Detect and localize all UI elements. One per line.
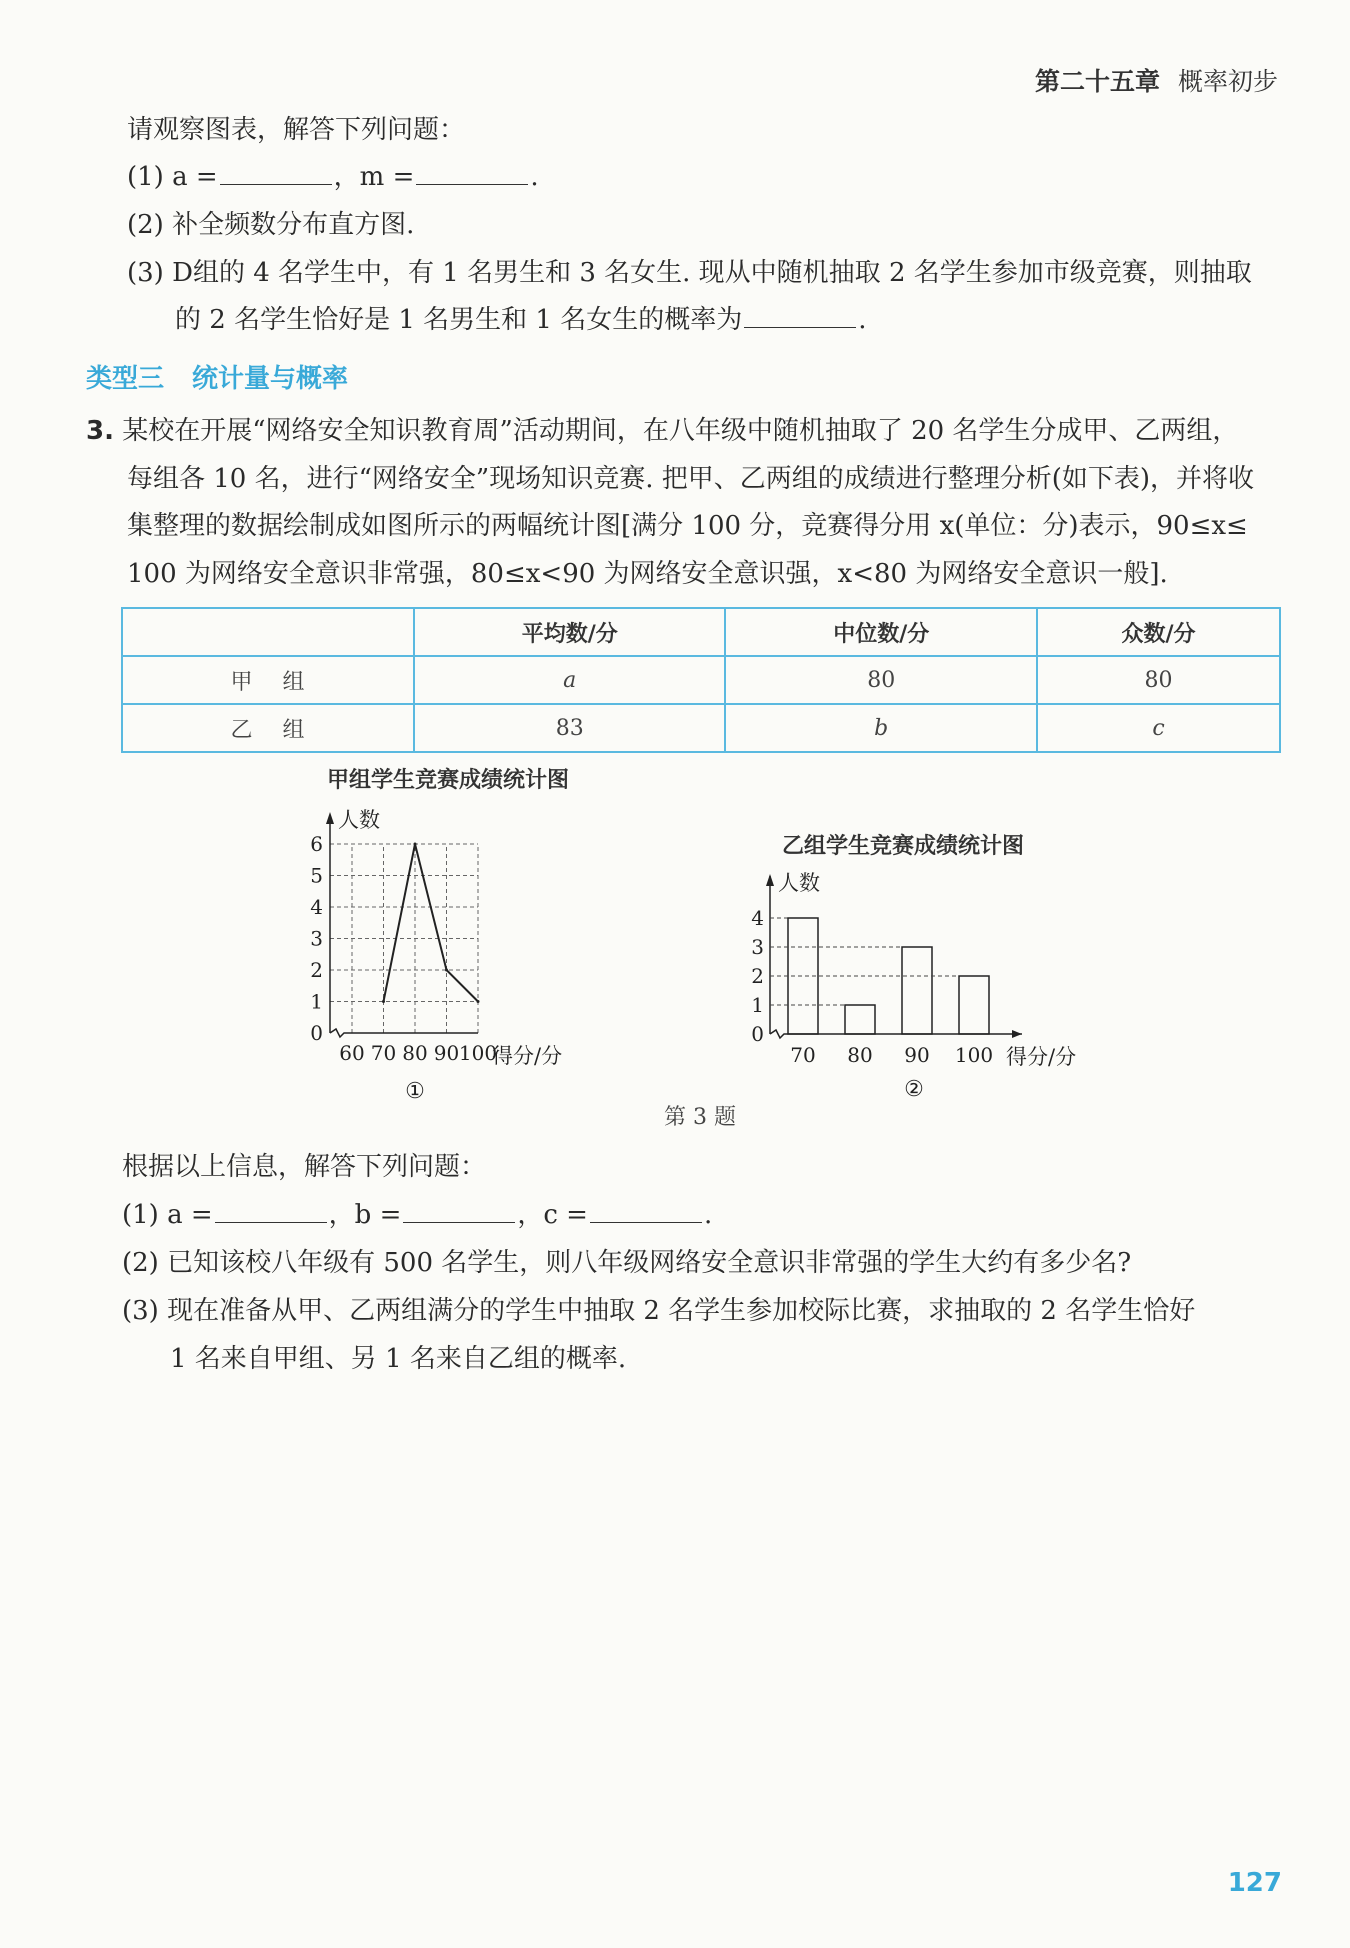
chart2-title: 乙组学生竞赛成绩统计图 (782, 834, 1025, 859)
q2-part2: (2) 补全频数分布直方图. (127, 210, 415, 240)
table-row (122, 656, 1280, 704)
table-header-row (122, 608, 1280, 656)
table-cell: 80 (1037, 656, 1280, 704)
y-tick-label: 2 (310, 958, 323, 982)
table-cell: b (725, 704, 1036, 752)
chapter-title: 概率初步 (1177, 67, 1278, 96)
bar (845, 1005, 875, 1034)
x-tick-label: 90 (433, 1041, 460, 1065)
chart-marker: ① (405, 1079, 425, 1100)
q2-part1-a-label: (1) a = (127, 162, 218, 192)
x-tick-label: 60 (339, 1041, 365, 1065)
table-cell: 80 (725, 656, 1036, 704)
x-tick-label: 100 (954, 1043, 994, 1067)
q3-part1-c-label: ，c = (517, 1200, 588, 1230)
q3-line1 (86, 414, 1238, 448)
y-tick-label: 4 (310, 895, 323, 919)
y-tick-label: 5 (310, 863, 323, 888)
table-header-cell (122, 608, 414, 656)
table-header-cell: 众数/分 (1037, 608, 1280, 656)
x-tick-label: 80 (847, 1043, 873, 1067)
y-tick-label: 1 (751, 993, 764, 1017)
question-number: 3. (86, 416, 114, 446)
y-tick-label: 3 (310, 926, 323, 951)
answer-blank-b[interactable] (403, 1200, 515, 1223)
series-line (384, 844, 479, 1002)
chart1-title: 甲组学生竞赛成绩统计图 (327, 768, 570, 793)
page-number: 127 (1227, 1868, 1282, 1898)
table-header-cell: 中位数/分 (725, 608, 1036, 656)
y-axis-label: 人数 (338, 808, 380, 832)
data-point (445, 969, 448, 972)
y-tick-label: 0 (310, 1021, 323, 1045)
stats-table (121, 607, 1281, 753)
y-tick-label: 4 (751, 906, 764, 930)
q2-intro: 请观察图表，解答下列问题： (127, 115, 466, 145)
table-cell: 甲组 (122, 656, 414, 704)
q3-part1 (122, 1198, 712, 1232)
q3-part1-a-label: (1) a = (122, 1200, 213, 1230)
section-name: 统计量与概率 (192, 364, 349, 394)
table-cell: a (414, 656, 725, 704)
q3-part2: (2) 已知该校八年级有 500 名学生，则八年级网络安全意识非常强的学生大约有多少名? (122, 1248, 1132, 1278)
x-tick-label: 90 (904, 1043, 930, 1067)
answer-blank-probability[interactable] (744, 305, 856, 328)
bar (902, 947, 932, 1034)
q3-part1-b-label: ，b = (328, 1200, 402, 1230)
table-cell: 83 (414, 704, 725, 752)
table-row (122, 704, 1280, 752)
x-axis-label: 得分/分 (492, 1044, 563, 1068)
chapter-label: 第二十五章 (1034, 67, 1160, 96)
data-point (382, 1000, 385, 1003)
y-tick-label: 3 (751, 935, 764, 959)
q2-part1 (127, 160, 539, 194)
q3-part3-line2: 1 名来自甲组、另 1 名来自乙组的概率. (170, 1344, 627, 1374)
x-axis-arrow (1012, 1030, 1022, 1038)
chart-marker: ② (904, 1077, 924, 1102)
section-title (86, 358, 376, 395)
chart1-line-chart (290, 800, 630, 1100)
chart2-bar-chart (730, 862, 1110, 1102)
table-cell: c (1037, 704, 1280, 752)
answer-blank-a[interactable] (220, 162, 332, 185)
y-axis-arrow (326, 812, 334, 824)
q3-line3: 集整理的数据绘制成如图所示的两幅统计图[满分 100 分，竞赛得分用 x(单位：分)表示，90≤x≤ (127, 511, 1248, 541)
y-axis-arrow (766, 874, 774, 886)
data-point (414, 843, 417, 846)
y-tick-label: 6 (310, 832, 323, 856)
y-tick-label: 0 (751, 1022, 764, 1046)
answer-blank-a[interactable] (215, 1200, 327, 1223)
q2-part1-m-label: ，m = (333, 162, 415, 192)
y-axis-label: 人数 (778, 871, 820, 895)
y-tick-label: 1 (310, 989, 323, 1014)
x-tick-label: 100 (458, 1041, 498, 1065)
table-cell: 乙组 (122, 704, 414, 752)
page-header (1035, 62, 1278, 98)
section-label: 类型三 (86, 364, 165, 394)
answer-blank-c[interactable] (590, 1200, 702, 1223)
q2-part1-end: . (530, 162, 539, 192)
x-tick-label: 70 (370, 1041, 397, 1065)
x-tick-label: 80 (402, 1041, 428, 1065)
q3-part3-line1: (3) 现在准备从甲、乙两组满分的学生中抽取 2 名学生参加校际比赛，求抽取的 2 名学生恰好 (122, 1296, 1196, 1326)
x-tick-label: 70 (790, 1043, 816, 1067)
bar (959, 976, 989, 1034)
answer-blank-m[interactable] (416, 162, 528, 185)
q3-line1-text: 某校在开展“网络安全知识教育周”活动期间，在八年级中随机抽取了 20 名学生分成甲、乙两组， (122, 416, 1239, 446)
q3-line2: 每组各 10 名，进行“网络安全”现场知识竞赛. 把甲、乙两组的成绩进行整理分析(如下表)，并将收 (127, 464, 1255, 494)
data-point (477, 1000, 480, 1003)
y-tick-label: 2 (751, 964, 764, 988)
q3-line4: 100 为网络安全意识非常强，80≤x<90 为网络安全意识强，x<80 为网络安全意识一般]. (127, 559, 1168, 589)
q2-part3-line2 (175, 303, 866, 337)
q2-part3-line1: (3) D组的 4 名学生中，有 1 名男生和 3 名女生. 现从中随机抽取 2 名学生参加市级竞赛，则抽取 (127, 258, 1252, 288)
q2-part3-end: . (858, 305, 867, 335)
q3-part1-end: . (703, 1200, 713, 1230)
q2-part3-line2-text: 的 2 名学生恰好是 1 名男生和 1 名女生的概率为 (175, 305, 743, 335)
q3-questions-intro: 根据以上信息，解答下列问题： (122, 1152, 487, 1182)
figure-caption: 第 3 题 (664, 1105, 736, 1130)
x-axis-label: 得分/分 (1006, 1045, 1077, 1069)
table-header-cell: 平均数/分 (414, 608, 725, 656)
